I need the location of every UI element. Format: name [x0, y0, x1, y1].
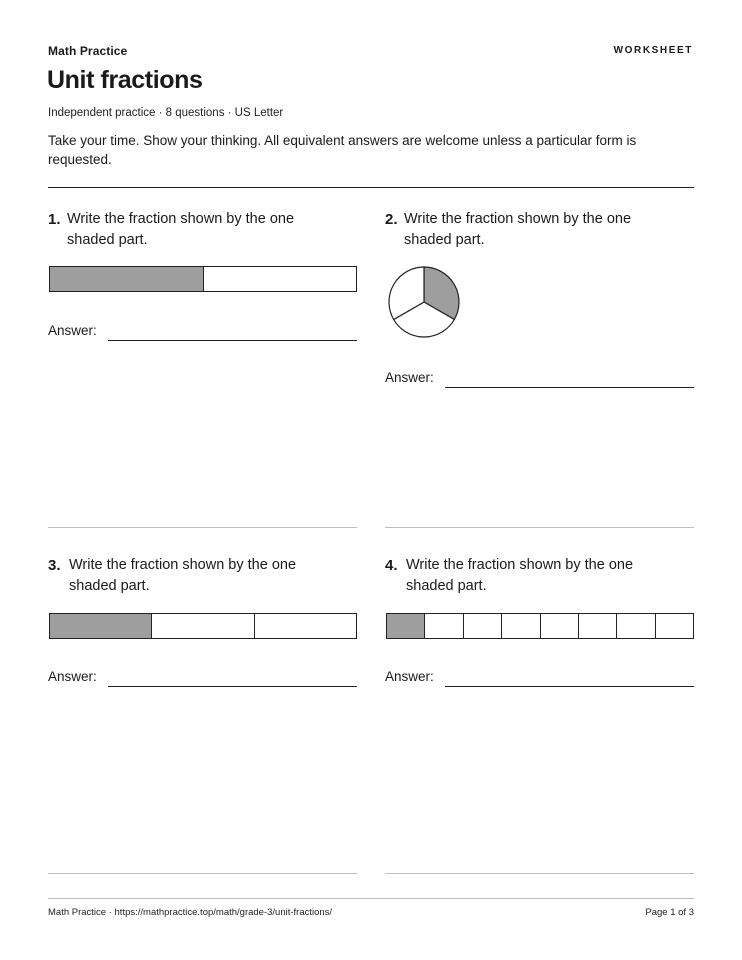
document-type-label: WORKSHEET [613, 45, 693, 56]
question-3 [48, 555, 357, 875]
answer-input-line[interactable] [445, 686, 694, 687]
question-prompt [385, 209, 675, 251]
question-number: 4. [385, 557, 398, 574]
answer-label: Answer: [48, 669, 97, 684]
question-number: 1. [48, 211, 61, 228]
question-text: Write the fraction shown by the one shaded part. [67, 211, 295, 248]
unshaded-part [151, 614, 253, 638]
answer-label: Answer: [48, 323, 97, 338]
question-text: Write the fraction shown by the one shaded part. [404, 211, 632, 248]
answer-input-line[interactable] [108, 340, 357, 341]
question-separator [48, 873, 357, 874]
question-2 [385, 209, 694, 529]
question-1 [48, 209, 357, 529]
unshaded-part [655, 614, 693, 638]
question-4 [385, 555, 694, 875]
fraction-bar-model [386, 613, 694, 639]
fraction-bar-model [49, 266, 357, 292]
question-prompt [48, 555, 338, 597]
unshaded-part [501, 614, 539, 638]
page-subtitle: Independent practice · 8 questions · US Letter [48, 107, 284, 119]
question-separator [385, 527, 694, 528]
unshaded-part [463, 614, 501, 638]
header-divider [48, 187, 694, 188]
question-text: Write the fraction shown by the one shaded part. [69, 557, 297, 594]
answer-label: Answer: [385, 669, 434, 684]
shaded-part [387, 614, 424, 638]
answer-input-line[interactable] [445, 387, 694, 388]
page-title: Unit fractions [47, 66, 203, 94]
shaded-part [50, 267, 203, 291]
question-prompt [385, 555, 675, 597]
instructions-text: Take your time. Show your thinking. All equivalent answers are welcome unless a particular form is requested. [48, 133, 637, 167]
page-header [48, 44, 693, 60]
question-number: 2. [385, 211, 398, 228]
unshaded-part [540, 614, 578, 638]
unshaded-part [578, 614, 616, 638]
footer-source: Math Practice · https://mathpractice.top/math/grade-3/unit-fractions/ [48, 907, 333, 918]
question-number: 3. [48, 557, 61, 574]
shaded-part [50, 614, 151, 638]
fraction-bar-model [49, 613, 357, 639]
question-text: Write the fraction shown by the one shaded part. [406, 557, 634, 594]
page-number: Page 1 of 3 [645, 907, 694, 918]
unshaded-part [203, 267, 357, 291]
unshaded-part [254, 614, 356, 638]
question-separator [385, 873, 694, 874]
question-prompt [48, 209, 338, 251]
unshaded-part [424, 614, 462, 638]
footer-divider [48, 898, 694, 899]
question-separator [48, 527, 357, 528]
unshaded-part [616, 614, 654, 638]
fraction-circle-model [385, 264, 465, 344]
answer-input-line[interactable] [108, 686, 357, 687]
answer-label: Answer: [385, 370, 434, 385]
brand-name: Math Practice [48, 44, 128, 58]
